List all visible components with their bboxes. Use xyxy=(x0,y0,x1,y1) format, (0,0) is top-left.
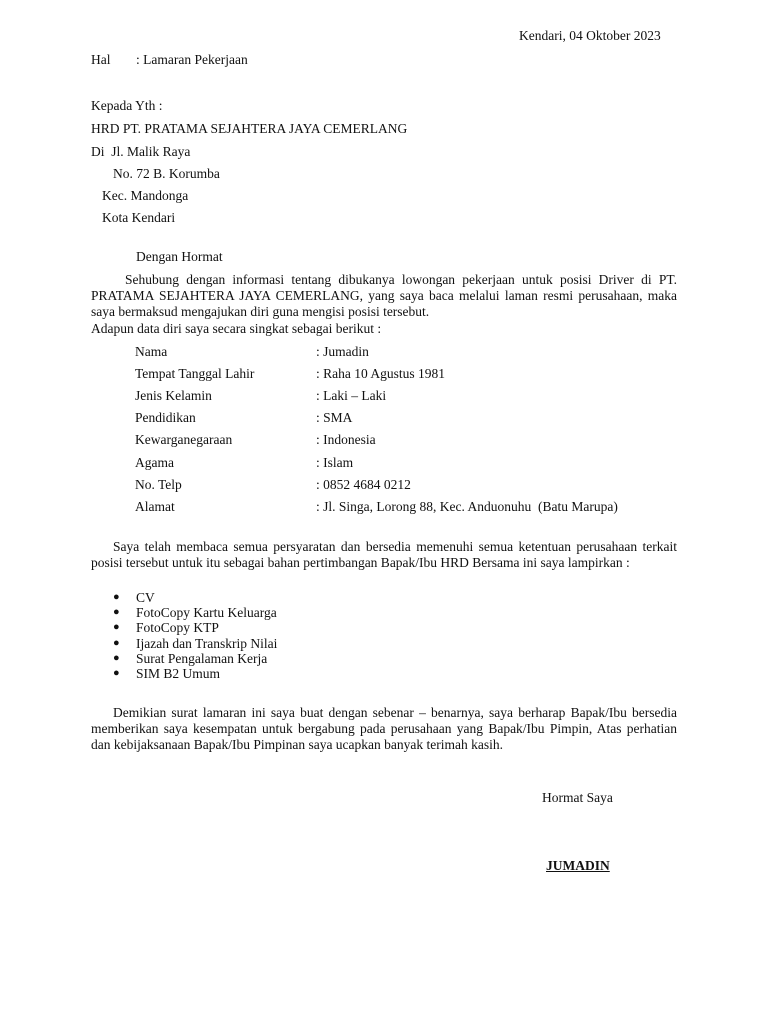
subject-text: : Lamaran Pekerjaan xyxy=(136,52,248,67)
field-value: : Jl. Singa, Lorong 88, Kec. Anduonuhu (Batu Marupa) xyxy=(316,499,618,514)
bullet-icon: ● xyxy=(113,666,120,679)
personal-data-row xyxy=(0,456,768,476)
personal-data-row xyxy=(0,389,768,409)
field-label: Nama xyxy=(135,344,168,359)
field-value: : Raha 10 Agustus 1981 xyxy=(316,366,446,381)
field-label: Pendidikan xyxy=(135,410,196,425)
requirements-paragraph: Saya telah membaca semua persyaratan dan bersedia memenuhi semua ketentuan perusahaan terkait posisi tersebut untuk itu sebagai bahan pertimbangan Bapak/Ibu HRD Bersama ini saya lampirkan : xyxy=(91,539,677,570)
personal-data-row xyxy=(0,367,768,387)
field-value: : Jumadin xyxy=(316,344,369,359)
bullet-icon: ● xyxy=(113,606,120,619)
date-line: Kendari, 04 Oktober 2023 xyxy=(519,28,661,43)
greeting: Dengan Hormat xyxy=(136,249,223,264)
field-label: Alamat xyxy=(135,499,175,514)
list-item: ● SIM B2 Umum xyxy=(113,665,221,681)
field-label: Kewarganegaraan xyxy=(135,432,233,447)
field-label: No. Telp xyxy=(135,477,182,492)
field-value: : Laki – Laki xyxy=(316,388,387,403)
closing-paragraph: Demikian surat lamaran ini saya buat dengan sebenar – benarnya, saya berharap Bapak/Ibu bersedia memberikan saya kesempatan untuk bergabung pada perusahaan yang Bapak/Ibu Pimpin, Atas perhatian dan kebijaksanaan Bapak/Ibu Pimpinan saya ucapkan banyak terimah kasih. xyxy=(91,705,677,752)
field-value: : SMA xyxy=(316,410,353,425)
personal-data-row xyxy=(0,411,768,431)
personal-data-row xyxy=(0,345,768,365)
recipient-address-line3: Kec. Mandonga xyxy=(102,188,189,203)
list-item: ● CV xyxy=(113,590,155,605)
field-label: Jenis Kelamin xyxy=(135,388,212,403)
field-label: Agama xyxy=(135,455,174,470)
list-item: ● Surat Pengalaman Kerja xyxy=(113,650,268,666)
recipient-company: HRD PT. PRATAMA SEJAHTERA JAYA CEMERLANG xyxy=(91,121,408,136)
recipient-address-line4: Kota Kendari xyxy=(102,210,176,225)
recipient-address-line1: Di Jl. Malik Raya xyxy=(91,144,191,159)
recipient-address-line2: No. 72 B. Korumba xyxy=(113,166,220,181)
field-label: Tempat Tanggal Lahir xyxy=(135,366,255,381)
recipient-salutation: Kepada Yth : xyxy=(91,98,163,113)
field-value: : Indonesia xyxy=(316,432,376,447)
attachments-list xyxy=(91,590,277,681)
bullet-icon: ● xyxy=(113,621,120,634)
list-item: ● FotoCopy Kartu Keluarga xyxy=(113,605,277,621)
list-item: ● FotoCopy KTP xyxy=(113,620,219,636)
signatory-name: JUMADIN xyxy=(546,858,610,873)
data-intro: Adapun data diri saya secara singkat sebagai berikut : xyxy=(91,321,382,336)
personal-data-row xyxy=(0,500,768,520)
field-value: : 0852 4684 0212 xyxy=(316,477,411,492)
personal-data-row xyxy=(0,478,768,498)
bullet-icon: ● xyxy=(113,651,120,664)
bullet-icon: ● xyxy=(113,591,120,603)
subject-label: Hal xyxy=(91,52,111,67)
sign-off: Hormat Saya xyxy=(542,790,613,805)
personal-data-row xyxy=(0,433,768,453)
bullet-icon: ● xyxy=(113,636,120,649)
intro-paragraph: Sehubung dengan informasi tentang dibukanya lowongan pekerjaan untuk posisi Driver di PT. PRATAMA SEJAHTERA JAYA CEMERLANG, yang saya baca melalui laman resmi perusahaan, maka saya bermaksud mengajukan diri guna mengisi posisi tersebut. xyxy=(91,272,677,319)
field-value: : Islam xyxy=(316,455,354,470)
list-item: ● Ijazah dan Transkrip Nilai xyxy=(113,635,278,651)
